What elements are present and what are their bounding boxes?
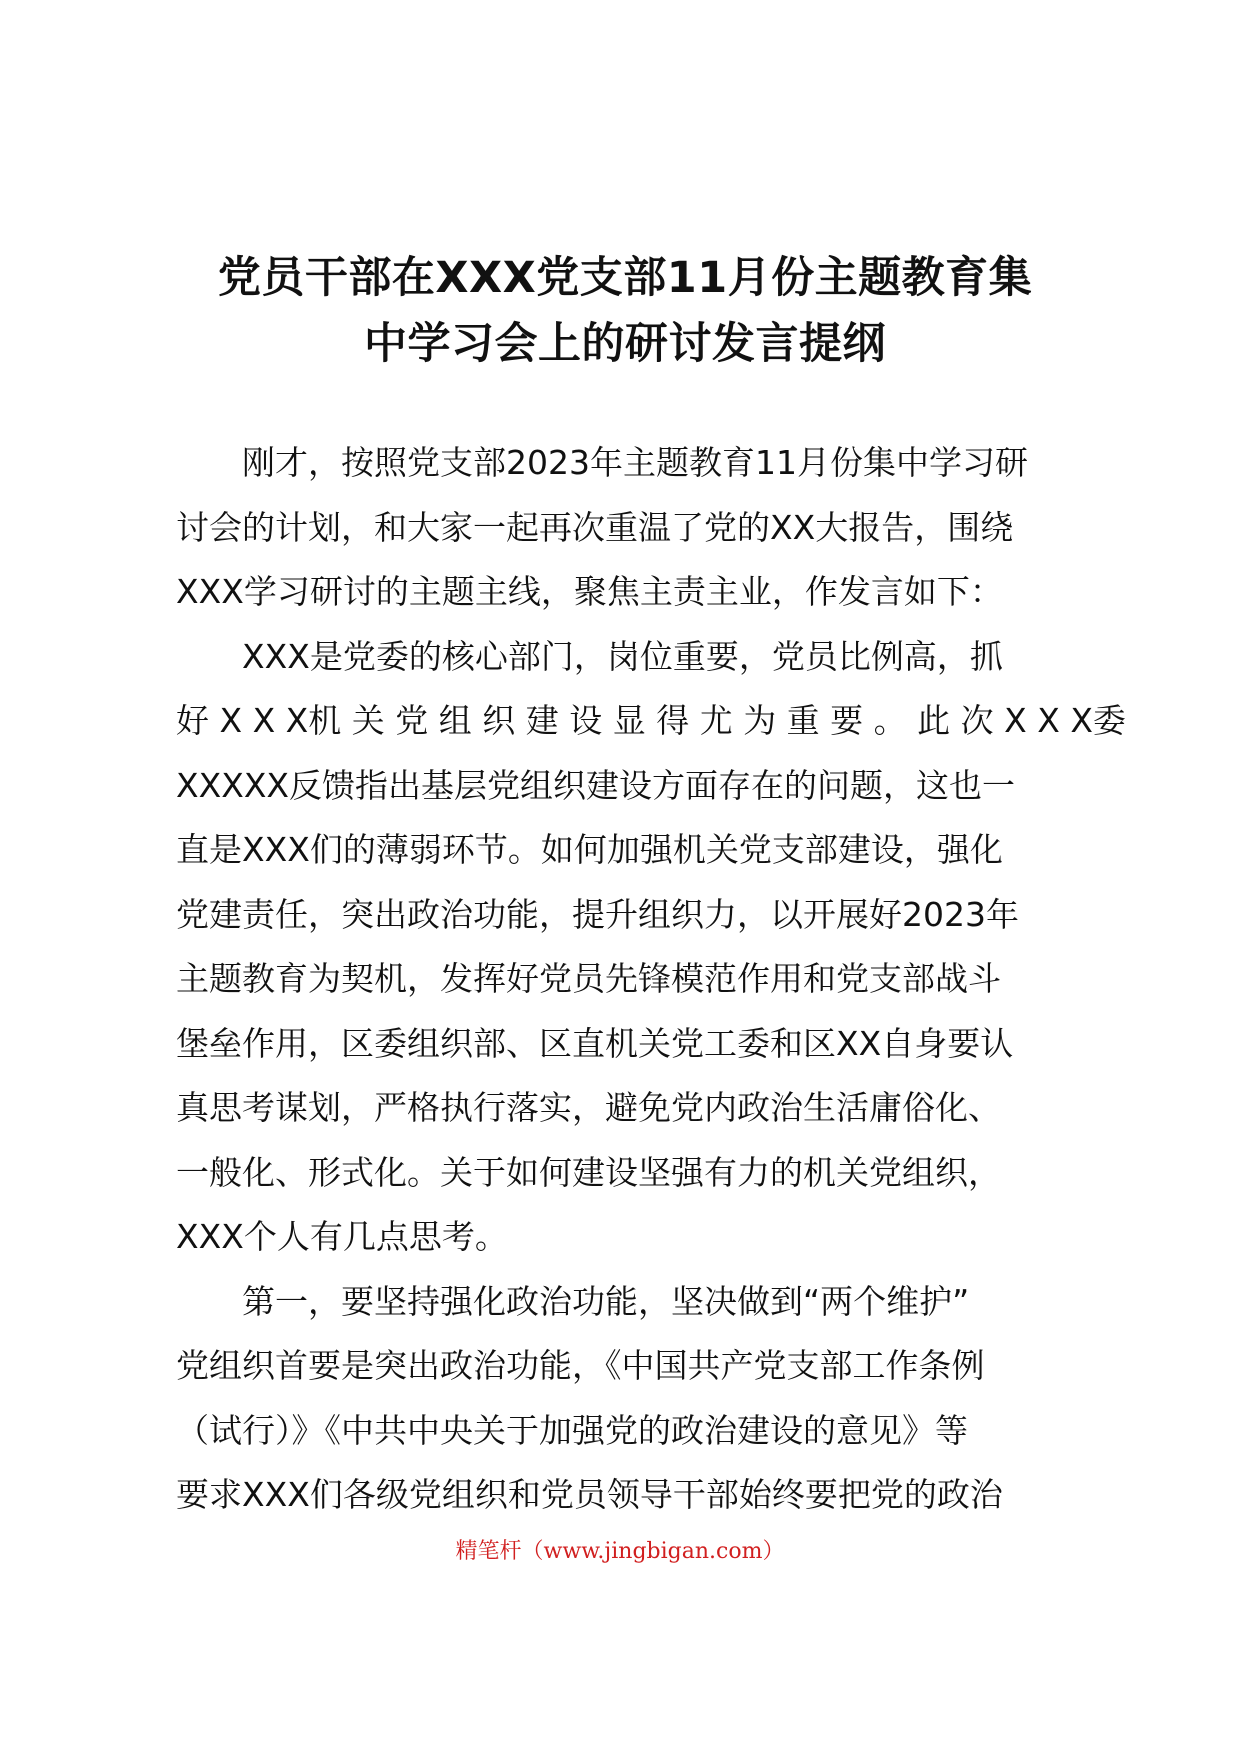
paragraph-line: 一般化、形式化。关于如何建设坚强有力的机关党组织， xyxy=(176,1152,1001,1192)
paragraph-line: 真思考谋划，严格执行落实，避免党内政治生活庸俗化、 xyxy=(176,1088,1001,1127)
paragraph-line: 主题教育为契机，发挥好党员先锋模范作用和党支部战斗 xyxy=(176,959,1001,998)
paragraph-line: XXXXX反馈指出基层党组织建设方面存在的问题，这也一 xyxy=(176,765,1016,805)
paragraph-line: 直是XXX们的薄弱环节。如何加强机关党支部建设，强化 xyxy=(176,830,1003,869)
document-body xyxy=(176,431,1126,1528)
paragraph-line: 堡垒作用，区委组织部、区直机关党工委和区XX自身要认 xyxy=(176,1023,1014,1063)
paragraph-line: XXX个人有几点思考。 xyxy=(176,1217,508,1256)
paragraph-line: （试行）》《中共中央关于加强党的政治建设的意见》等 xyxy=(176,1410,968,1450)
paragraph-point-one xyxy=(176,1270,1096,1528)
paragraph-line: 好 X X X机 关 党 组 织 建 设 显 得 尤 为 重 要 。 此 次 X X X委 xyxy=(176,701,1126,740)
document-title xyxy=(170,245,1080,377)
paragraph-line: 党组织首要是突出政治功能，《中国共产党支部工作条例 xyxy=(176,1346,985,1385)
paragraph-line: 第一，要坚持强化政治功能，坚决做到“两个维护” xyxy=(242,1281,970,1321)
footer-watermark: 精笔杆（www.jingbigan.com） xyxy=(455,1539,785,1564)
paragraph-background xyxy=(176,625,1126,1270)
paragraph-line: 讨会的计划，和大家一起再次重温了党的XX大报告，围绕 xyxy=(176,507,1014,547)
paragraph-line: XXX学习研讨的主题主线，聚焦主责主业，作发言如下： xyxy=(176,572,1003,611)
title-line: 中学习会上的研讨发言提纲 xyxy=(364,319,886,369)
paragraph-intro xyxy=(176,431,1096,625)
paragraph-line: XXX是党委的核心部门，岗位重要，党员比例高，抓 xyxy=(242,636,1003,676)
paragraph-line: 党建责任，突出政治功能，提升组织力，以开展好2023年 xyxy=(176,894,1019,934)
paragraph-line: 要求XXX们各级党组织和党员领导干部始终要把党的政治 xyxy=(176,1475,1003,1514)
title-line: 党员干部在XXX党支部11月份主题教育集 xyxy=(217,253,1033,303)
paragraph-line: 刚才，按照党支部2023年主题教育11月份集中学习研 xyxy=(242,443,1028,482)
